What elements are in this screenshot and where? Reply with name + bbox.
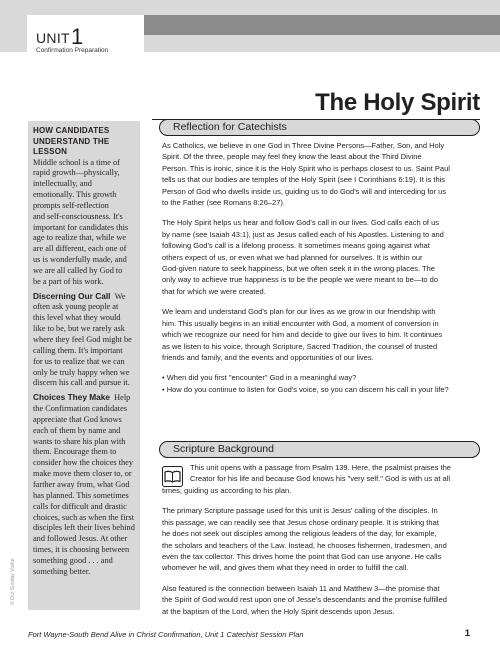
sidebar-heading: HOW CANDIDATES UNDERSTAND THE LESSON <box>33 126 110 156</box>
discerning-title: Discerning Our Call <box>33 290 111 301</box>
reflection-body <box>162 140 480 395</box>
question-item: • How do you continue to listen for God's voice, so you can discern his call in your life? <box>162 384 449 394</box>
scripture-para-2: The primary Scripture passage used for this unit is Jesus' calling of the disciples. In this passage, we can readily see that Jesus chose ordinary people. It is striking that he does not seek out disciples among the religious leaders of the day, for example, the scholars and teachers of the Law. Instead, he chooses fishermen, tradesmen, and even the tax collector. This drives home the point that God can use anyone. He calls whomever he will, and gives them what they need in order to fulfill the call. <box>162 506 447 573</box>
question-item: • When did you first "encounter" God in a meaningful way? <box>162 373 357 383</box>
reflection-questions <box>162 372 480 395</box>
open-book-icon <box>162 466 183 487</box>
sidebar-intro: Middle school is a time of rapid growth—physically, intellectually, and emotionally. This growth prompts self-reflection and self-consciousness. It's important for candidates this age to realize that, while we are all different, each one of us is wonderfully made, and we are all called by God to be a part of his work. <box>33 157 129 286</box>
page-number: 1 <box>464 628 470 639</box>
choices-title: Choices They Make <box>33 392 111 403</box>
scripture-intro: This unit opens with a passage from Psalm 139. Here, the psalmist praises the Creator for his life and because God knows his "very self." God is with us at all <box>190 463 451 484</box>
sidebar-choices: Choices They Make Help the Confirmation candidates appreciate that God knows each of them by name and wants to share his plan with them. Encourage them to consider how the choices they make move them closer to, or farther away from, what God has planned. This sometimes calls for difficult and drastic choices, such as when the first disciples left their lives behind and followed Jesus. At other times, it is choosing between something good . . . and something better. <box>33 392 135 576</box>
reflection-para-1: As Catholics, we believe in one God in Three Divine Persons—Father, Son, and Holy Spirit. Of the three, people may feel they know the least about the Third Divine Person. This is ironic, since it is the Holy Spirit who is perhaps closest to us. Saint Paul tells us that our bodies are temples of the Holy Spirit (see I Corinthians 6:19). It is this Person of God who dwells inside us, guiding us to do God's will and interceding for us to the Father (see Romans 8:26–27). <box>162 141 450 208</box>
copyright-note: © Our Sunday Visitor <box>10 558 16 605</box>
reflection-para-2: The Holy Spirit helps us hear and follow God's call in our lives. God calls each of us by name (see Isaiah 43:1), just as Jesus called each of his Apostles. Listening to and following God's call is a lifelong process. It sometimes means going against what others expect of us, or even what we had planned for ourselves. It is within our God-given nature to seek happiness, but we often seek it in the wrong places. The only way to achieve true happiness is to be the people we were meant to be—to do that for which we were created. <box>162 218 444 296</box>
unit-subtitle: Confirmation Preparation <box>36 47 109 54</box>
scripture-heading: Scripture Background <box>159 441 480 458</box>
footer-text: Fort Wayne-South Bend Alive in Christ Confirmation, Unit 1 Catechist Session Plan <box>28 630 304 639</box>
scripture-para-3: Also featured is the connection between Isaiah 11 and Matthew 3—the promise that the Spirit of God would rest upon one of Jesse's descendants and the promise fulfilled at the baptism of the Lord, when the Holy Spirit descends upon Jesus. <box>162 583 447 616</box>
unit-number: 1 <box>71 24 84 49</box>
scripture-body: times, guiding us according to his plan. The primary Scripture passage used for this unit is Jesus' calling of the disciples. In this passage, we can readily see that Jesus chose ordinary people. It is striking that he does not seek out disciples among the religious leaders of the day, for example, the scholars and teachers of the Law. Instead, he chooses fishermen, tradesmen, and even the tax collector. This drives home the point that God can use anyone. He calls whomever he will, and gives them what they need in order to fulfill the call. Also featured is the connection between Isaiah 11 and Matthew 3—the promise that the Spirit of God would rest upon one of Jesse's descendants and the promise fulfilled at the baptism of the Lord, when the Holy Spirit descends upon Jesus. <box>162 485 480 626</box>
reflection-heading: Reflection for Catechists <box>159 119 480 136</box>
page-title: The Holy Spirit <box>315 89 480 116</box>
unit-label: UNIT <box>36 30 70 46</box>
reflection-para-3: We learn and understand God's plan for our lives as we grow in our friendship with him. This usually begins in an initial encounter with God, a moment of conversion in which we recognize our need for him and decide to give our lives to him. It continues as we listen to his voice, through Scripture, Sacred Tradition, the counsel of trusted friends and family, and the events and opportunities of our lives. <box>162 307 443 362</box>
sidebar-discerning: Discerning Our Call We often ask young people at this level what they would like to be, but we rarely ask where they feel God might be calling them. It's important for us to realize that we can only be truly happy when we discern his call and pursue it. <box>33 290 132 388</box>
header-stripe <box>144 15 500 35</box>
sidebar-text <box>33 126 135 578</box>
